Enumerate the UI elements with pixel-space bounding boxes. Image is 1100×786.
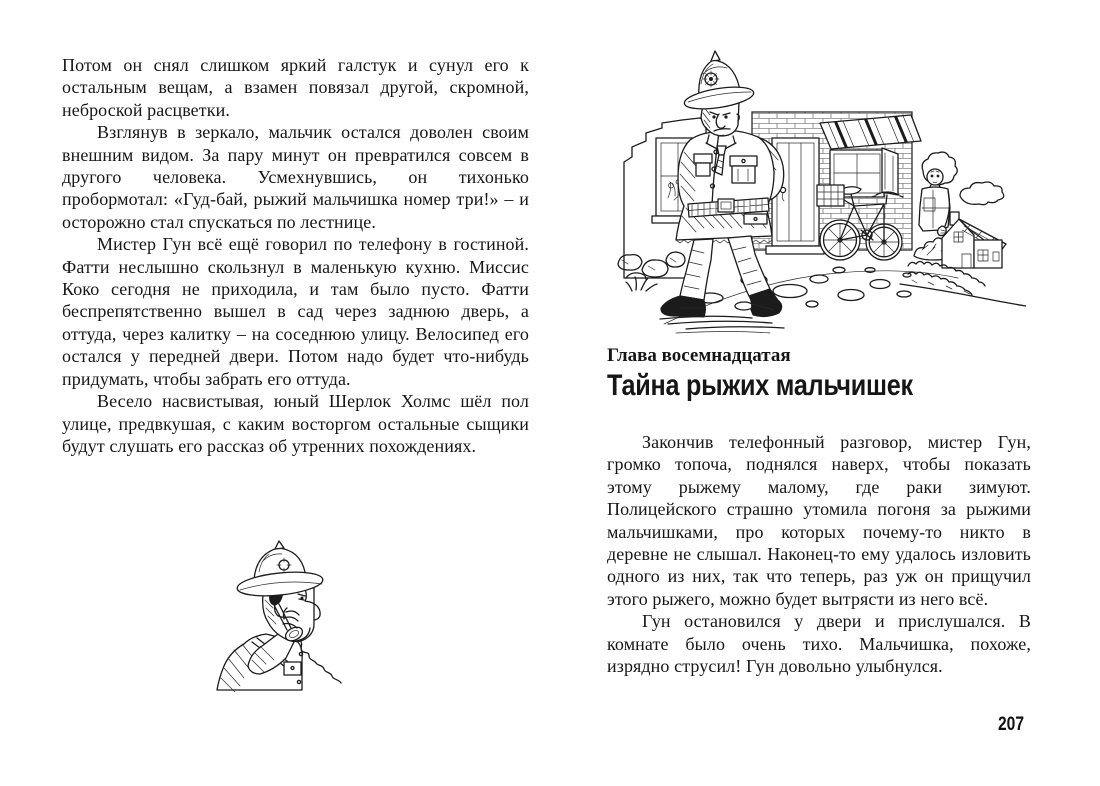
right-page-text (607, 344, 1031, 677)
paragraph: Взглянув в зеркало, мальчик остался доволен своим внешним видом. За пару минут он превратился совсем в другого человека. Усмехнувшись, он тихонько пробормотал: «Гуд-бай, рыжий мальчишка номер три!» – и осторожно стал спускаться по лестнице. (62, 122, 529, 232)
paragraph: Мистер Гун всё ещё говорил по телефону в гостиной. Фатти неслышно скользнул в маленькую кухню. Миссис Коко сегодня не приходила, и там было пусто. Фатти беспрепятственно вышел в сад через заднюю дверь, а оттуда, через калитку – на соседнюю улицу. Велосипед его остался у передней двери. Потом надо будет что-нибудь придумать, чтобы забрать его оттуда. (62, 234, 529, 389)
illustration-policeman-street (602, 28, 1026, 336)
chapter-number-heading: Глава восемнадцатая (607, 345, 791, 366)
paragraph: Потом он снял слишком яркий галстук и сунул его к остальным вещам, а взамен повязал другой, скромной, неброской расцветки. (62, 55, 529, 120)
illustration-policeman-telephone (202, 538, 364, 692)
page-number: 207 (998, 714, 1024, 735)
policeman (660, 51, 784, 333)
left-page-text (62, 54, 529, 457)
policeman-on-phone (217, 541, 341, 692)
chapter-body (607, 431, 1031, 677)
paragraph: Весело насвистывая, юный Шерлок Холмс шёл пол улице, предвкушая, с каким восторгом остальные сыщики будут слушать его рассказ об утренних похождениях. (62, 391, 529, 456)
cloud (960, 182, 1004, 205)
paragraph: Гун остановился у двери и прислушался. В комнате было очень тихо. Мальчишка, похоже, изрядно струсил! Гун довольно улыбнулся. (607, 611, 1031, 677)
distant-house (942, 212, 1006, 268)
paragraph: Закончив телефонный разговор, мистер Гун, громко топоча, поднялся наверх, чтобы показать этому рыжему малому, где раки зимуют. Полицейского страшно утомила погоня за рыжими мальчишками, про которых почему-то никто в деревне не слышал. Наконец-то ему удалось изловить одного из них, так что теперь, раз уж он прищучил этого рыжего, можно будет вытрясти из него всё. (607, 432, 1031, 609)
chapter-title-heading: Тайна рыжих мальчишек (607, 369, 913, 402)
